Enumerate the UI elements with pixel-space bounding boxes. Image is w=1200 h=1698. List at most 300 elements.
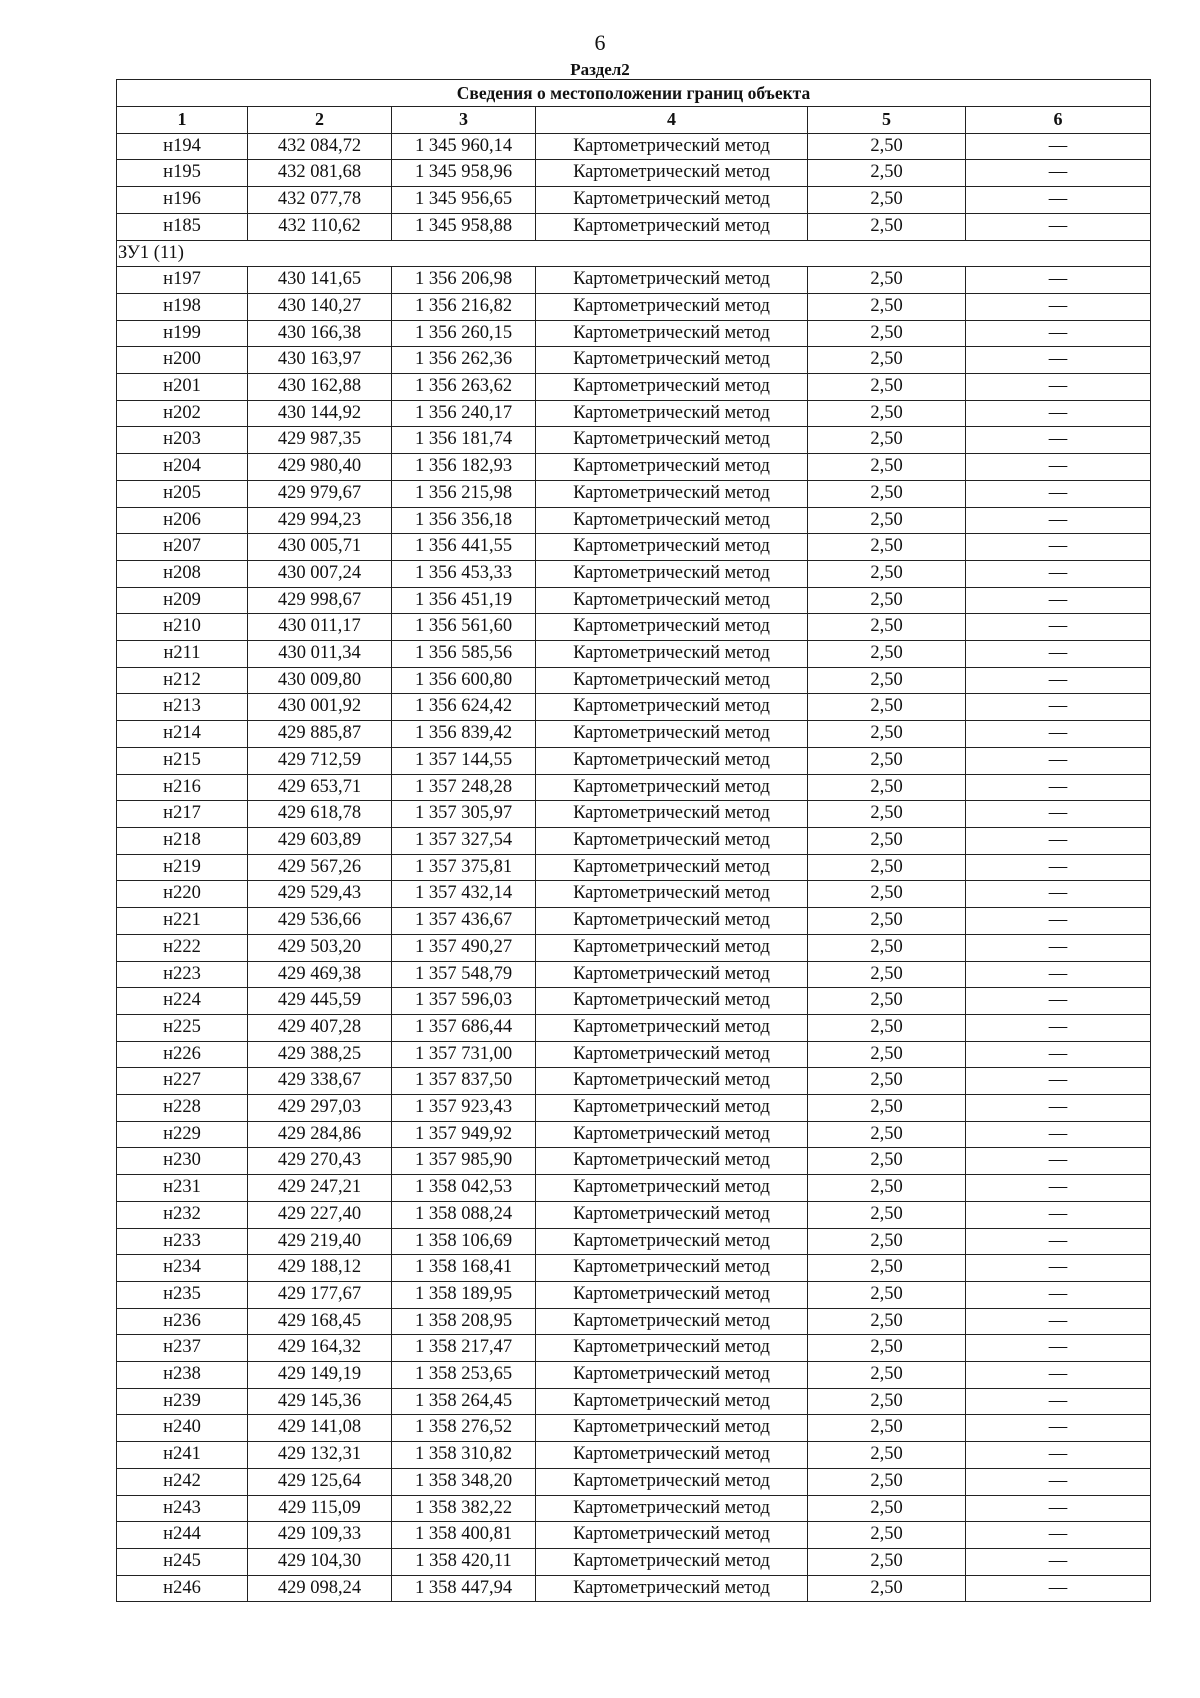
x-coordinate-cell: 429 188,12 (248, 1255, 392, 1282)
accuracy-cell: 2,50 (808, 1548, 966, 1575)
section-title: Раздел2 (570, 60, 630, 79)
table-row (117, 587, 1151, 614)
y-coordinate-cell: 1 357 731,00 (392, 1041, 536, 1068)
description-cell: — (966, 1548, 1151, 1575)
x-coordinate-cell: 432 110,62 (248, 213, 392, 240)
page-number: 6 (594, 30, 606, 55)
method-cell: Картометрический метод (536, 427, 808, 454)
group-header-row (117, 240, 1151, 267)
description-cell: — (966, 427, 1151, 454)
point-id-cell: н205 (117, 480, 248, 507)
point-id-cell: н197 (117, 267, 248, 294)
table-row (117, 374, 1151, 401)
x-coordinate-cell: 430 141,65 (248, 267, 392, 294)
accuracy-cell: 2,50 (808, 1121, 966, 1148)
table-row (117, 1095, 1151, 1122)
y-coordinate-cell: 1 356 453,33 (392, 560, 536, 587)
table-row (117, 1228, 1151, 1255)
y-coordinate-cell: 1 356 182,93 (392, 454, 536, 481)
x-coordinate-cell: 429 297,03 (248, 1095, 392, 1122)
y-coordinate-cell: 1 358 420,11 (392, 1548, 536, 1575)
point-id-cell: н209 (117, 587, 248, 614)
description-cell: — (966, 534, 1151, 561)
description-cell: — (966, 454, 1151, 481)
description-cell: — (966, 1121, 1151, 1148)
x-coordinate-cell: 432 077,78 (248, 187, 392, 214)
y-coordinate-cell: 1 357 985,90 (392, 1148, 536, 1175)
description-cell: — (966, 1148, 1151, 1175)
point-id-cell: н237 (117, 1335, 248, 1362)
accuracy-cell: 2,50 (808, 881, 966, 908)
table-row (117, 934, 1151, 961)
point-id-cell: н222 (117, 934, 248, 961)
x-coordinate-cell: 429 980,40 (248, 454, 392, 481)
method-cell: Картометрический метод (536, 1148, 808, 1175)
table-row (117, 133, 1151, 160)
method-cell: Картометрический метод (536, 267, 808, 294)
method-cell: Картометрический метод (536, 1415, 808, 1442)
accuracy-cell: 2,50 (808, 774, 966, 801)
accuracy-cell: 2,50 (808, 854, 966, 881)
table-header-row (117, 107, 1151, 134)
y-coordinate-cell: 1 358 253,65 (392, 1362, 536, 1389)
y-coordinate-cell: 1 345 956,65 (392, 187, 536, 214)
boundary-coordinates-table (116, 79, 1151, 1602)
table-row (117, 747, 1151, 774)
table-row (117, 641, 1151, 668)
method-cell: Картометрический метод (536, 1281, 808, 1308)
method-cell: Картометрический метод (536, 320, 808, 347)
table-row (117, 988, 1151, 1015)
description-cell: — (966, 854, 1151, 881)
accuracy-cell: 2,50 (808, 747, 966, 774)
x-coordinate-cell: 429 338,67 (248, 1068, 392, 1095)
point-id-cell: н214 (117, 721, 248, 748)
method-cell: Картометрический метод (536, 507, 808, 534)
y-coordinate-cell: 1 356 356,18 (392, 507, 536, 534)
table-row (117, 1175, 1151, 1202)
x-coordinate-cell: 429 141,08 (248, 1415, 392, 1442)
description-cell: — (966, 1415, 1151, 1442)
y-coordinate-cell: 1 356 206,98 (392, 267, 536, 294)
table-row (117, 507, 1151, 534)
point-id-cell: н240 (117, 1415, 248, 1442)
description-cell: — (966, 1442, 1151, 1469)
method-cell: Картометрический метод (536, 400, 808, 427)
x-coordinate-cell: 429 109,33 (248, 1522, 392, 1549)
description-cell: — (966, 1308, 1151, 1335)
description-cell: — (966, 1575, 1151, 1602)
table-row (117, 1201, 1151, 1228)
description-cell: — (966, 934, 1151, 961)
column-header: 5 (808, 107, 966, 134)
x-coordinate-cell: 432 084,72 (248, 133, 392, 160)
x-coordinate-cell: 429 270,43 (248, 1148, 392, 1175)
accuracy-cell: 2,50 (808, 1522, 966, 1549)
table-row (117, 213, 1151, 240)
x-coordinate-cell: 429 653,71 (248, 774, 392, 801)
point-id-cell: н229 (117, 1121, 248, 1148)
table-row (117, 1068, 1151, 1095)
y-coordinate-cell: 1 356 451,19 (392, 587, 536, 614)
table-row (117, 667, 1151, 694)
description-cell: — (966, 1388, 1151, 1415)
method-cell: Картометрический метод (536, 908, 808, 935)
table-row (117, 1495, 1151, 1522)
method-cell: Картометрический метод (536, 774, 808, 801)
y-coordinate-cell: 1 358 310,82 (392, 1442, 536, 1469)
table-row (117, 721, 1151, 748)
method-cell: Картометрический метод (536, 1442, 808, 1469)
y-coordinate-cell: 1 358 447,94 (392, 1575, 536, 1602)
accuracy-cell: 2,50 (808, 801, 966, 828)
x-coordinate-cell: 429 247,21 (248, 1175, 392, 1202)
table-row (117, 1442, 1151, 1469)
table-row (117, 347, 1151, 374)
description-cell: — (966, 747, 1151, 774)
y-coordinate-cell: 1 358 168,41 (392, 1255, 536, 1282)
method-cell: Картометрический метод (536, 133, 808, 160)
x-coordinate-cell: 429 529,43 (248, 881, 392, 908)
method-cell: Картометрический метод (536, 694, 808, 721)
point-id-cell: н213 (117, 694, 248, 721)
x-coordinate-cell: 429 979,67 (248, 480, 392, 507)
point-id-cell: н238 (117, 1362, 248, 1389)
table-caption: Сведения о местоположении границ объекта (117, 80, 1151, 107)
x-coordinate-cell: 429 998,67 (248, 587, 392, 614)
method-cell: Картометрический метод (536, 1068, 808, 1095)
accuracy-cell: 2,50 (808, 374, 966, 401)
point-id-cell: н203 (117, 427, 248, 454)
table-row (117, 267, 1151, 294)
description-cell: — (966, 133, 1151, 160)
method-cell: Картометрический метод (536, 988, 808, 1015)
point-id-cell: н219 (117, 854, 248, 881)
accuracy-cell: 2,50 (808, 587, 966, 614)
y-coordinate-cell: 1 357 436,67 (392, 908, 536, 935)
point-id-cell: н233 (117, 1228, 248, 1255)
x-coordinate-cell: 429 145,36 (248, 1388, 392, 1415)
y-coordinate-cell: 1 358 088,24 (392, 1201, 536, 1228)
accuracy-cell: 2,50 (808, 427, 966, 454)
method-cell: Картометрический метод (536, 1335, 808, 1362)
description-cell: — (966, 801, 1151, 828)
description-cell: — (966, 827, 1151, 854)
description-cell: — (966, 1228, 1151, 1255)
y-coordinate-cell: 1 356 240,17 (392, 400, 536, 427)
accuracy-cell: 2,50 (808, 908, 966, 935)
x-coordinate-cell: 430 005,71 (248, 534, 392, 561)
description-cell: — (966, 988, 1151, 1015)
x-coordinate-cell: 429 469,38 (248, 961, 392, 988)
table-row (117, 160, 1151, 187)
y-coordinate-cell: 1 357 432,14 (392, 881, 536, 908)
description-cell: — (966, 908, 1151, 935)
point-id-cell: н218 (117, 827, 248, 854)
method-cell: Картометрический метод (536, 641, 808, 668)
accuracy-cell: 2,50 (808, 347, 966, 374)
table-row (117, 1548, 1151, 1575)
accuracy-cell: 2,50 (808, 961, 966, 988)
description-cell: — (966, 1201, 1151, 1228)
description-cell: — (966, 1175, 1151, 1202)
y-coordinate-cell: 1 357 923,43 (392, 1095, 536, 1122)
method-cell: Картометрический метод (536, 160, 808, 187)
table-row (117, 1468, 1151, 1495)
table-row (117, 293, 1151, 320)
accuracy-cell: 2,50 (808, 160, 966, 187)
accuracy-cell: 2,50 (808, 1362, 966, 1389)
accuracy-cell: 2,50 (808, 641, 966, 668)
y-coordinate-cell: 1 358 382,22 (392, 1495, 536, 1522)
y-coordinate-cell: 1 357 305,97 (392, 801, 536, 828)
x-coordinate-cell: 430 140,27 (248, 293, 392, 320)
y-coordinate-cell: 1 345 958,88 (392, 213, 536, 240)
y-coordinate-cell: 1 356 181,74 (392, 427, 536, 454)
accuracy-cell: 2,50 (808, 1495, 966, 1522)
method-cell: Картометрический метод (536, 293, 808, 320)
method-cell: Картометрический метод (536, 1362, 808, 1389)
point-id-cell: н239 (117, 1388, 248, 1415)
y-coordinate-cell: 1 345 958,96 (392, 160, 536, 187)
point-id-cell: н241 (117, 1442, 248, 1469)
point-id-cell: н216 (117, 774, 248, 801)
description-cell: — (966, 1335, 1151, 1362)
description-cell: — (966, 1014, 1151, 1041)
y-coordinate-cell: 1 356 624,42 (392, 694, 536, 721)
method-cell: Картометрический метод (536, 1201, 808, 1228)
table-caption-row (117, 80, 1151, 107)
point-id-cell: н243 (117, 1495, 248, 1522)
accuracy-cell: 2,50 (808, 187, 966, 214)
description-cell: — (966, 1468, 1151, 1495)
accuracy-cell: 2,50 (808, 454, 966, 481)
y-coordinate-cell: 1 356 839,42 (392, 721, 536, 748)
y-coordinate-cell: 1 358 348,20 (392, 1468, 536, 1495)
y-coordinate-cell: 1 358 400,81 (392, 1522, 536, 1549)
x-coordinate-cell: 430 011,17 (248, 614, 392, 641)
description-cell: — (966, 614, 1151, 641)
point-id-cell: н210 (117, 614, 248, 641)
x-coordinate-cell: 429 132,31 (248, 1442, 392, 1469)
x-coordinate-cell: 429 603,89 (248, 827, 392, 854)
description-cell: — (966, 641, 1151, 668)
table-body (117, 133, 1151, 1602)
method-cell: Картометрический метод (536, 1575, 808, 1602)
group-label: ЗУ1 (11) (117, 240, 1151, 267)
y-coordinate-cell: 1 357 248,28 (392, 774, 536, 801)
accuracy-cell: 2,50 (808, 1388, 966, 1415)
method-cell: Картометрический метод (536, 560, 808, 587)
description-cell: — (966, 320, 1151, 347)
y-coordinate-cell: 1 356 263,62 (392, 374, 536, 401)
y-coordinate-cell: 1 357 949,92 (392, 1121, 536, 1148)
point-id-cell: н235 (117, 1281, 248, 1308)
accuracy-cell: 2,50 (808, 400, 966, 427)
table-row (117, 1255, 1151, 1282)
x-coordinate-cell: 429 115,09 (248, 1495, 392, 1522)
method-cell: Картометрический метод (536, 480, 808, 507)
table-row (117, 454, 1151, 481)
point-id-cell: н207 (117, 534, 248, 561)
accuracy-cell: 2,50 (808, 614, 966, 641)
accuracy-cell: 2,50 (808, 267, 966, 294)
accuracy-cell: 2,50 (808, 534, 966, 561)
x-coordinate-cell: 429 104,30 (248, 1548, 392, 1575)
table-row (117, 1281, 1151, 1308)
method-cell: Картометрический метод (536, 1548, 808, 1575)
x-coordinate-cell: 429 168,45 (248, 1308, 392, 1335)
method-cell: Картометрический метод (536, 1228, 808, 1255)
point-id-cell: н230 (117, 1148, 248, 1175)
point-id-cell: н232 (117, 1201, 248, 1228)
method-cell: Картометрический метод (536, 1014, 808, 1041)
column-header: 1 (117, 107, 248, 134)
method-cell: Картометрический метод (536, 187, 808, 214)
point-id-cell: н221 (117, 908, 248, 935)
x-coordinate-cell: 429 284,86 (248, 1121, 392, 1148)
table-row (117, 1335, 1151, 1362)
description-cell: — (966, 267, 1151, 294)
y-coordinate-cell: 1 357 837,50 (392, 1068, 536, 1095)
table-row (117, 961, 1151, 988)
table-row (117, 400, 1151, 427)
description-cell: — (966, 1281, 1151, 1308)
point-id-cell: н195 (117, 160, 248, 187)
table-row (117, 774, 1151, 801)
x-coordinate-cell: 429 536,66 (248, 908, 392, 935)
method-cell: Картометрический метод (536, 721, 808, 748)
column-header: 2 (248, 107, 392, 134)
accuracy-cell: 2,50 (808, 1068, 966, 1095)
y-coordinate-cell: 1 357 327,54 (392, 827, 536, 854)
x-coordinate-cell: 429 618,78 (248, 801, 392, 828)
point-id-cell: н245 (117, 1548, 248, 1575)
description-cell: — (966, 1068, 1151, 1095)
method-cell: Картометрический метод (536, 1121, 808, 1148)
table-row (117, 1308, 1151, 1335)
table-row (117, 881, 1151, 908)
x-coordinate-cell: 430 009,80 (248, 667, 392, 694)
description-cell: — (966, 374, 1151, 401)
table-row (117, 801, 1151, 828)
table-row (117, 1575, 1151, 1602)
point-id-cell: н223 (117, 961, 248, 988)
table-row (117, 1148, 1151, 1175)
description-cell: — (966, 293, 1151, 320)
method-cell: Картометрический метод (536, 747, 808, 774)
method-cell: Картометрический метод (536, 1495, 808, 1522)
y-coordinate-cell: 1 358 189,95 (392, 1281, 536, 1308)
x-coordinate-cell: 429 177,67 (248, 1281, 392, 1308)
table-row (117, 1522, 1151, 1549)
method-cell: Картометрический метод (536, 667, 808, 694)
point-id-cell: н220 (117, 881, 248, 908)
accuracy-cell: 2,50 (808, 1255, 966, 1282)
table-row (117, 187, 1151, 214)
description-cell: — (966, 1095, 1151, 1122)
accuracy-cell: 2,50 (808, 507, 966, 534)
accuracy-cell: 2,50 (808, 667, 966, 694)
description-cell: — (966, 507, 1151, 534)
accuracy-cell: 2,50 (808, 1175, 966, 1202)
method-cell: Картометрический метод (536, 801, 808, 828)
method-cell: Картометрический метод (536, 1388, 808, 1415)
y-coordinate-cell: 1 356 600,80 (392, 667, 536, 694)
accuracy-cell: 2,50 (808, 293, 966, 320)
y-coordinate-cell: 1 356 561,60 (392, 614, 536, 641)
x-coordinate-cell: 430 163,97 (248, 347, 392, 374)
table-row (117, 1041, 1151, 1068)
accuracy-cell: 2,50 (808, 480, 966, 507)
x-coordinate-cell: 430 144,92 (248, 400, 392, 427)
accuracy-cell: 2,50 (808, 1228, 966, 1255)
description-cell: — (966, 160, 1151, 187)
y-coordinate-cell: 1 358 106,69 (392, 1228, 536, 1255)
method-cell: Картометрический метод (536, 1308, 808, 1335)
table-row (117, 908, 1151, 935)
description-cell: — (966, 587, 1151, 614)
point-id-cell: н215 (117, 747, 248, 774)
y-coordinate-cell: 1 356 216,82 (392, 293, 536, 320)
point-id-cell: н236 (117, 1308, 248, 1335)
accuracy-cell: 2,50 (808, 1148, 966, 1175)
y-coordinate-cell: 1 357 596,03 (392, 988, 536, 1015)
point-id-cell: н196 (117, 187, 248, 214)
accuracy-cell: 2,50 (808, 721, 966, 748)
method-cell: Картометрический метод (536, 934, 808, 961)
table-row (117, 427, 1151, 454)
description-cell: — (966, 213, 1151, 240)
table-row (117, 614, 1151, 641)
accuracy-cell: 2,50 (808, 133, 966, 160)
accuracy-cell: 2,50 (808, 934, 966, 961)
column-header: 4 (536, 107, 808, 134)
table-row (117, 480, 1151, 507)
x-coordinate-cell: 429 407,28 (248, 1014, 392, 1041)
accuracy-cell: 2,50 (808, 1335, 966, 1362)
accuracy-cell: 2,50 (808, 827, 966, 854)
point-id-cell: н228 (117, 1095, 248, 1122)
method-cell: Картометрический метод (536, 1468, 808, 1495)
accuracy-cell: 2,50 (808, 320, 966, 347)
x-coordinate-cell: 429 219,40 (248, 1228, 392, 1255)
description-cell: — (966, 1041, 1151, 1068)
column-header: 3 (392, 107, 536, 134)
point-id-cell: н194 (117, 133, 248, 160)
method-cell: Картометрический метод (536, 961, 808, 988)
point-id-cell: н206 (117, 507, 248, 534)
table-row (117, 534, 1151, 561)
description-cell: — (966, 1255, 1151, 1282)
accuracy-cell: 2,50 (808, 1095, 966, 1122)
y-coordinate-cell: 1 357 375,81 (392, 854, 536, 881)
method-cell: Картометрический метод (536, 534, 808, 561)
accuracy-cell: 2,50 (808, 694, 966, 721)
x-coordinate-cell: 429 098,24 (248, 1575, 392, 1602)
point-id-cell: н234 (117, 1255, 248, 1282)
method-cell: Картометрический метод (536, 1175, 808, 1202)
x-coordinate-cell: 429 445,59 (248, 988, 392, 1015)
description-cell: — (966, 774, 1151, 801)
point-id-cell: н204 (117, 454, 248, 481)
y-coordinate-cell: 1 345 960,14 (392, 133, 536, 160)
x-coordinate-cell: 429 712,59 (248, 747, 392, 774)
x-coordinate-cell: 429 994,23 (248, 507, 392, 534)
method-cell: Картометрический метод (536, 347, 808, 374)
point-id-cell: н185 (117, 213, 248, 240)
y-coordinate-cell: 1 357 548,79 (392, 961, 536, 988)
